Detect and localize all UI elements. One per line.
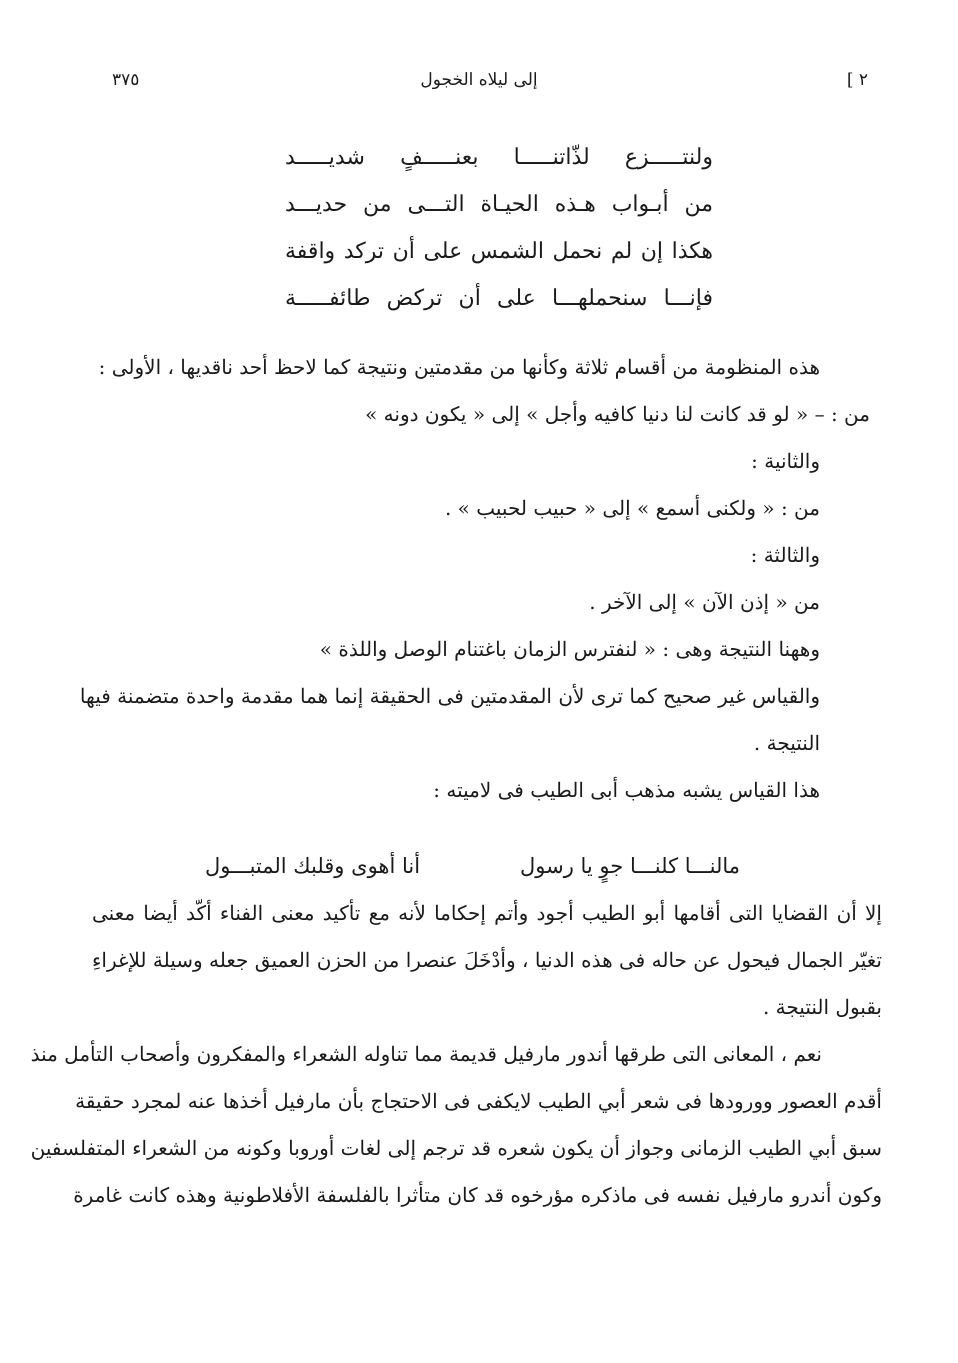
paragraph-line: تغيّر الجمال فيحول عن حاله فى هذه الدنيا ، وأدْخَلَ عنصرا من الحزن العميق جعله وسيلة للإغراءِ: [92, 948, 882, 972]
paragraph-line: والثالثة :: [750, 543, 820, 567]
poem-line: فإنـــا سنحملهـــا على أن تركض طائفـــــة: [285, 286, 713, 311]
paragraph-line: وههنا النتيجة وهى : « لنفترس الزمان باغتنام الوصل واللذة »: [319, 637, 820, 661]
verse-first-hemistich: مالنـــا كلنـــا جوٍ يا رسول: [520, 854, 740, 878]
paragraph-line: والثانية :: [751, 449, 820, 473]
paragraph-line: والقياس غير صحيح كما ترى لأن المقدمتين فى الحقيقة إنما هما مقدمة واحدة متضمنة فيها: [79, 684, 820, 708]
poem-block: [285, 134, 713, 322]
verse-line: [205, 843, 740, 890]
paragraph-line: النتيجة .: [753, 731, 820, 755]
poem-line: ولنتـــــزع لذّاتنـــــا بعنـــــفٍ شديـــــد: [285, 145, 713, 170]
paragraph-line: من : – « لو قد كانت لنا دنيا كافيه وأجل » إلى « يكون دونه »: [365, 402, 870, 426]
poem-line: من أبـواب هـذه الحيـاة التـــى من حديـــد: [285, 192, 713, 217]
paragraph-line: إلا أن القضايا التى أقامها أبو الطيب أجود وأتم إحكاما لأنه مع تأكيد معنى الفناء أكّد أيضا معنى: [92, 901, 882, 925]
paragraph-line: من : « ولكنى أسمع » إلى « حبيب لحبيب » .: [444, 496, 820, 520]
running-title: إلى ليلاه الخجول: [420, 70, 538, 90]
signature-mark: [ ٢: [846, 70, 868, 90]
paragraph-line: أقدم العصور وورودها فى شعر أبي الطيب لايكفى فى الاحتجاج بأن مارفيل أخذها عنه لمجرد حقيقة: [75, 1089, 882, 1113]
paragraph-line: هذا القياس يشبه مذهب أبى الطيب فى لاميته :: [433, 778, 820, 802]
paragraph-line: وكون أندرو مارفيل نفسه فى ماذكره مؤرخوه قد كان متأثرا بالفلسفة الأفلاطونية وهذه كانت غامرة: [73, 1183, 882, 1207]
paragraph-line: نعم ، المعانى التى طرقها أندور مارفيل قديمة مما تناوله الشعراء والمفكرون وأصحاب التأمل منذ: [30, 1042, 822, 1066]
paragraph-line: من « إذن الآن » إلى الآخر .: [589, 590, 820, 614]
paragraph-line: سبق أبي الطيب الزمانى وجواز أن يكون شعره قد ترجم إلى لغات أوروبا وكونه من الشعراء المتفلسفين: [30, 1136, 882, 1160]
verse-second-hemistich: أنا أهوى وقلبك المتبـــول: [205, 854, 421, 878]
page-number: ٣٧٥: [112, 70, 140, 90]
paragraph-line: بقبول النتيجة .: [762, 995, 882, 1019]
prose-section-2: [30, 890, 882, 1219]
paragraph-line: هذه المنظومة من أقسام ثلاثة وكأنها من مقدمتين ونتيجة كما لاحظ أحد ناقديها ، الأولى :: [98, 355, 820, 379]
poem-line: هكذا إن لم نحمل الشمس على أن تركد واقفة: [285, 239, 713, 264]
prose-section: [79, 344, 870, 814]
